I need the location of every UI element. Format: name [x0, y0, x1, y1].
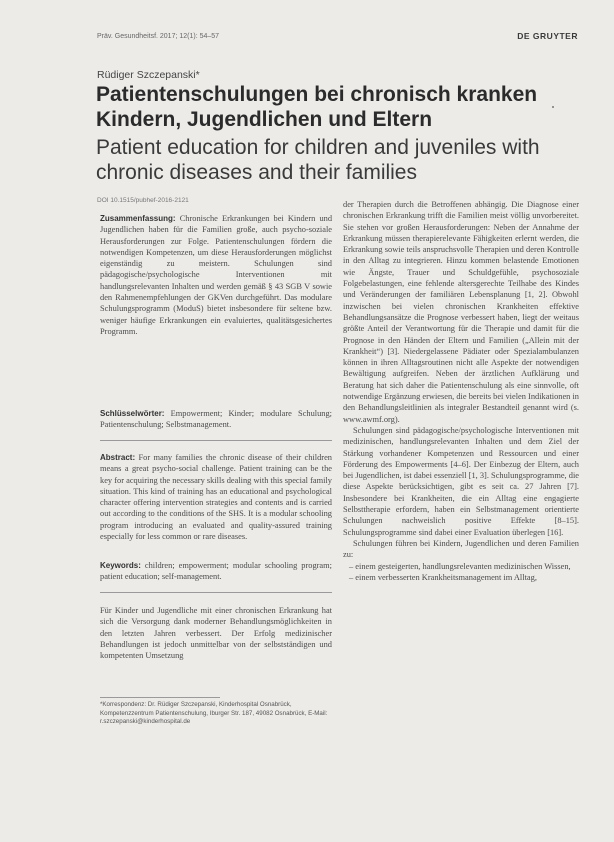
- author: Rüdiger Szczepanski*: [97, 69, 200, 81]
- schluesselwoerter-label: Schlüsselwörter:: [100, 409, 165, 418]
- zusammenfassung-text: Chronische Erkrankungen bei Kindern und Jugendlichen haben für die Familien große, auch psycho-soziale Herausforderungen zur Folge. Patientenschulungen fördern die notwendigen Kompetenzen, um diese Herausforderungen möglichst eigenständig zu meistern. Schulungen sind pädagogische/psychologische Interventionen mit handlungsrelevanten Inhalten und werden gemäß § 43 SGB V sowie den Rahmenempfehlungen der GKVen durchgeführt. Das modulare Schulungsprogramm (ModuS) bietet insbesondere für seltene bzw. weniger häufige Erkrankungen ein evaluiertes, qualitätsgesichertes Programm.: [100, 214, 333, 336]
- abstract-german: [100, 213, 332, 337]
- body-right-column: [343, 199, 579, 583]
- scan-speck: [552, 106, 554, 108]
- running-head: Präv. Gesundheitsf. 2017; 12(1): 54–57: [97, 33, 220, 40]
- keywords-label: Keywords:: [100, 561, 141, 570]
- correspondence-footnote: *Korrespondenz: Dr. Rüdiger Szczepanski, Kinderhospital Osnabrück, Kompetenzzentrum Patientenschulung, Iburger Str. 187, 49082 Osnabrück, E-Mail: r.szczepanski@kinderhospital.de: [100, 701, 328, 726]
- publisher-logo: DE GRUYTER: [517, 31, 578, 41]
- keywords-text: children; empowerment; modular schooling program; patient education; self-management.: [100, 561, 332, 582]
- divider: [100, 440, 332, 441]
- schluesselwoerter-text: Empowerment; Kinder; modulare Schulung; Patientenschulung; Selbstmanagement.: [100, 409, 333, 430]
- introduction-paragraph: [100, 605, 332, 661]
- keywords-german: [100, 408, 332, 431]
- title-english: Patient education for children and juveniles with chronic diseases and their families: [96, 136, 540, 184]
- list-item: – einem verbesserten Krankheitsmanagement im Alltag,: [349, 572, 537, 582]
- footnote-rule: [100, 697, 220, 698]
- zusammenfassung-label: Zusammenfassung:: [100, 214, 176, 223]
- body-paragraph: Schulungen sind pädagogische/psychologische Interventionen mit medizinischen, handlungsrelevanten Inhalten und dem Ziel der Stärkung vorhandener Kompetenzen und Ressourcen und einer Förderung des Empowerments [4–6]. Der Einbezug der Eltern, auch bei Jugendlichen, ist dabei essenziell [1, 3]. Schulungsprogramme, die diese Aspekte berücksichtigen, gibt es seit ca. 27 Jahren [7]. Insbesondere bei Krankheiten, die ein Alltag eine engagierte Selbsttherapie erfordern, haben ein Selbstmanagement orientierte Schulungen nachweislich positive Effekte [8–15]. Schulungsprogramme sind dabei einer Evaluation überlegen [16].: [343, 425, 579, 537]
- divider: [100, 592, 332, 593]
- doi: DOI 10.1515/pubhef-2016-2121: [97, 197, 189, 204]
- keywords-english: [100, 560, 332, 583]
- body-paragraph: Schulungen führen bei Kindern, Jugendlichen und deren Familien zu:: [343, 538, 579, 560]
- abstract-english: [100, 452, 332, 542]
- list-item: – einem gesteigerten, handlungsrelevanten medizinischen Wissen,: [349, 561, 571, 571]
- body-paragraph: der Therapien durch die Betroffenen abhängig. Die Diagnose einer chronischen Erkrankung trifft die Familien meist völlig unvorbereitet. Sie stehen vor großen Herausforderungen: Neben der Annahme der Erkrankung müssen therapierelevante Fähigkeiten erlernt werden, die Erkrankung sowie teils anspruchsvolle Therapien und deren Kontrolle in den Alltag zu integrieren. Hinzu kommen belastende Emotionen wie Ängste, Trauer und Schuldgefühle, psychosoziale Folgebelastungen, eine fehlende altersgerechte Teilhabe des Kindes und Veränderungen der familiären Lebensplanung [1, 2]. Obwohl inzwischen bei vielen chronischen Krankheiten effektive Behandlungsansätze die Prognose verbessert haben, liegt der weitaus größte Anteil der Verantwortung für die Therapie und damit für die Prognose in den Händen der Eltern und Familien („Allein mit der Krankheit“) [3]. Niedergelassene Pädiater oder Spezialambulanzen können in ihren Alltagsroutinen nicht alle Aspekte der notwendigen Bewältigung aufgreifen. Neben der ärztlichen Aufklärung und Beratung hat sich daher die Patientenschulung als eine sinnvolle, oft notwendige Ergänzung erwiesen, die bereits bei vielen Indikationen in den Behandlungsleitlinien als integraler Bestandteil genannt wird (s. www.awmf.org).: [343, 200, 579, 424]
- title-german: Patientenschulungen bei chronisch kranken Kindern, Jugendlichen und Eltern: [96, 83, 538, 131]
- abstract-label: Abstract:: [100, 453, 136, 462]
- abstract-text: For many families the chronic disease of their children means a great psycho-social challenge. Patient training can be the key for acquiring the necessary skills dealing with this special family situation. This kind of training has an educational and psychological character offering intervention strategies and contents and is carried out according to the conditions of the SHS. It is a modular schooling program introducing an evaluated and quality-assured training especially for less common or rare diseases.: [100, 453, 332, 542]
- intro-text: Für Kinder und Jugendliche mit einer chronischen Erkrankung hat sich die Versorgung dank moderner Behandlungsmöglichkeiten in den letzten Jahren verbessert. Der Erfolg medizinischer Behandlungen ist jedoch unmittelbar von der selbstständigen und kompetenten Umsetzung: [100, 606, 332, 661]
